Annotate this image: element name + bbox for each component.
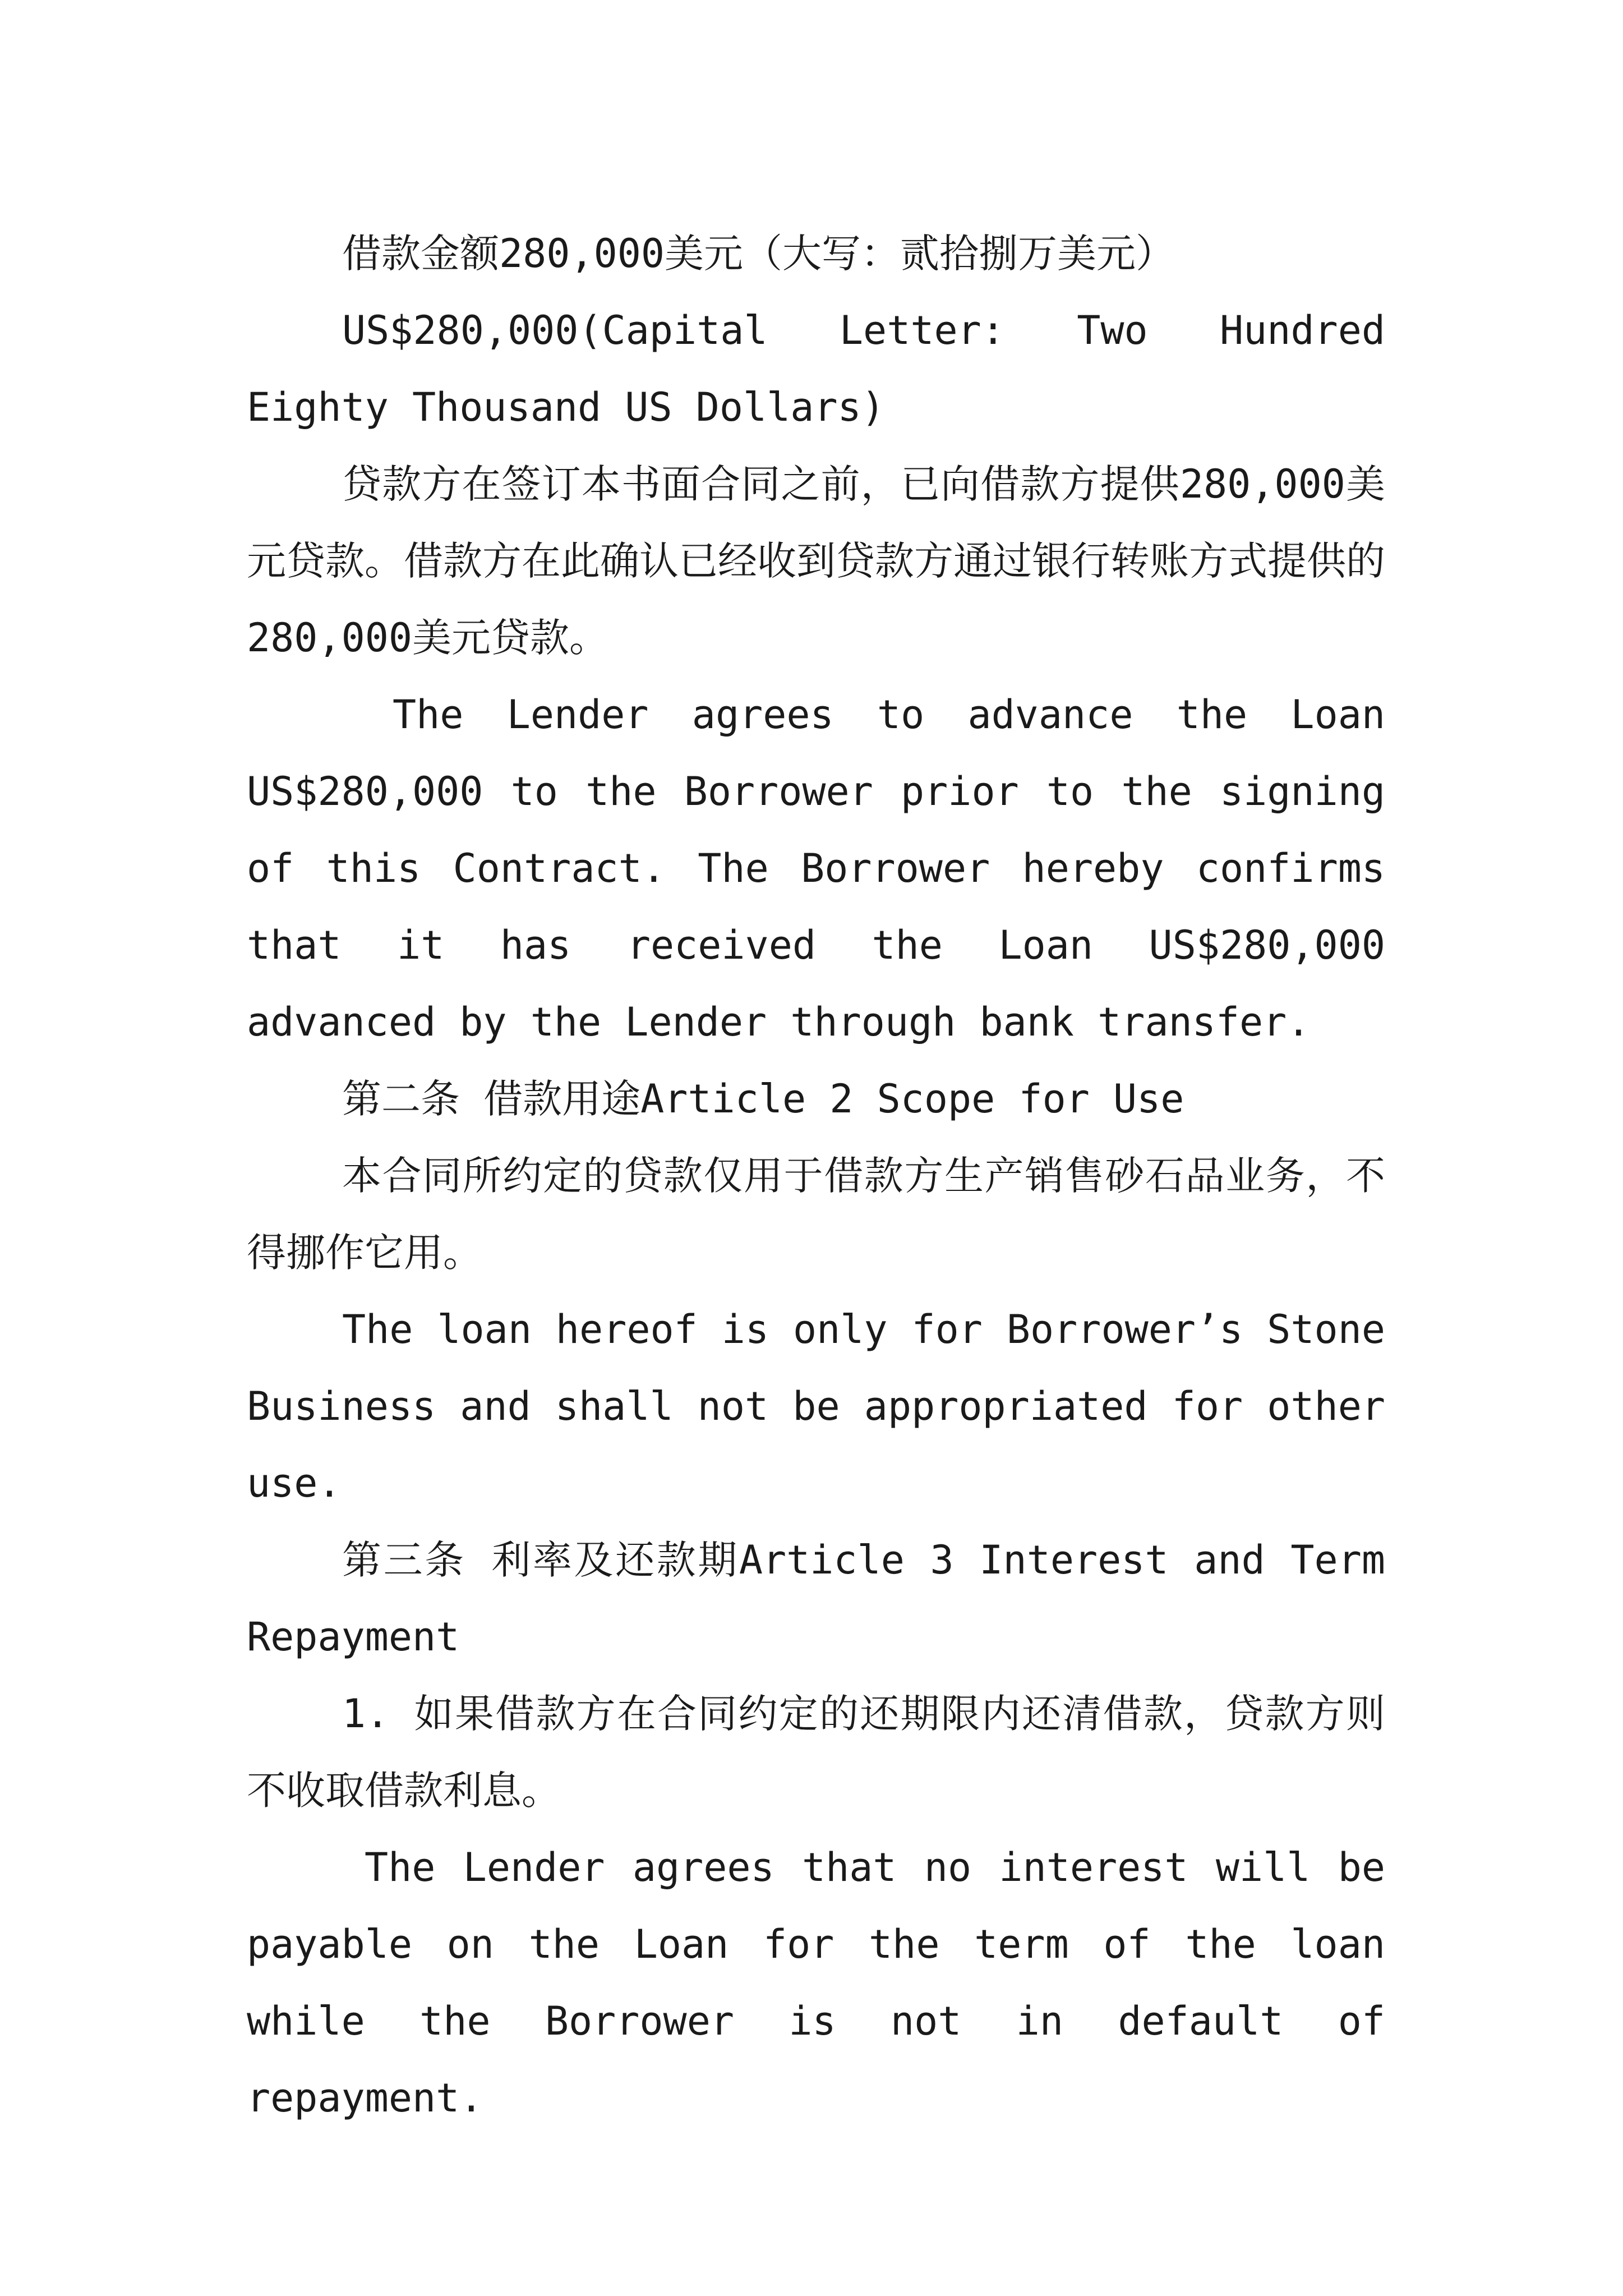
article-2-heading: 第二条 借款用途Article 2 Scope for Use xyxy=(342,1076,1184,1122)
interest-clause-chinese: 1. 如果借款方在合同约定的还期限内还清借款，贷款方则不收取借款利息。 xyxy=(247,1691,1385,1814)
loan-advance-chinese: 贷款方在签订本书面合同之前，已向借款方提供280,000美元贷款。借款方在此确认已经收到贷款方通过银行转账方式提供的280,000美元贷款。 xyxy=(247,461,1385,661)
scope-of-use-english: The loan hereof is only for Borrower’s Stone Business and shall not be appropriated for other use. xyxy=(247,1306,1385,1506)
document-page xyxy=(247,215,1385,2137)
interest-clause-english: The Lender agrees that no interest will be payable on the Loan for the term of the loan while the Borrower is not in default of repayment. xyxy=(247,1844,1385,2121)
loan-amount-english: US$280,000(Capital Letter: Two Hundred Eighty Thousand US Dollars) xyxy=(247,307,1385,430)
loan-advance-english: The Lender agrees to advance the Loan US$280,000 to the Borrower prior to the signing of this Contract. The Borrower hereby confirms that it has received the Loan US$280,000 advanced by the Lender through bank transfer. xyxy=(247,692,1385,1045)
article-3-heading: 第三条 利率及还款期Article 3 Interest and Term Repayment xyxy=(247,1537,1385,1660)
loan-amount-chinese: 借款金额280,000美元（大写：贰拾捌万美元） xyxy=(342,231,1175,277)
scope-of-use-chinese: 本合同所约定的贷款仅用于借款方生产销售砂石品业务，不得挪作它用。 xyxy=(247,1153,1385,1276)
